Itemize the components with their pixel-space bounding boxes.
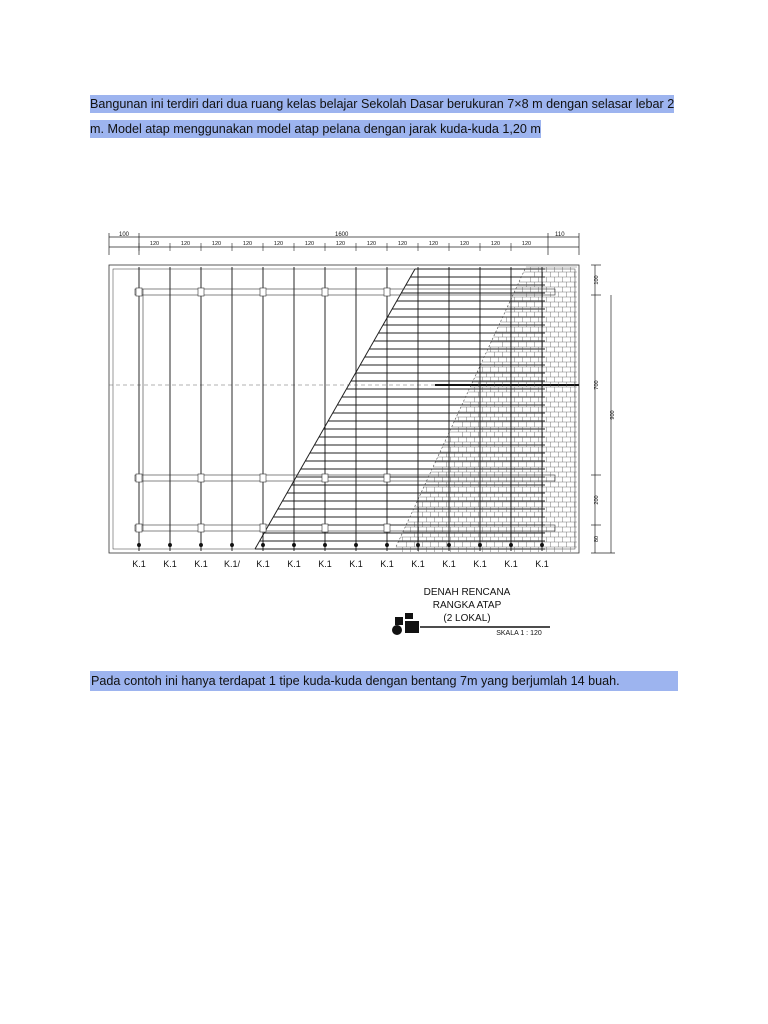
truss-label: K.1 bbox=[535, 559, 549, 569]
truss-node bbox=[510, 544, 513, 547]
column-mark bbox=[198, 474, 204, 482]
column-mark bbox=[260, 474, 266, 482]
truss-node bbox=[355, 544, 358, 547]
drawing-scale: SKALA 1 : 120 bbox=[496, 630, 542, 637]
dim-spacing-label: 120 bbox=[273, 241, 284, 247]
dim-right-label: 200 bbox=[594, 495, 600, 505]
truss-node bbox=[231, 544, 234, 547]
truss-node bbox=[479, 544, 482, 547]
dim-spacing-label: 120 bbox=[366, 241, 377, 247]
intro-paragraph bbox=[90, 92, 680, 142]
drawing-title-line2: RANGKA ATAP bbox=[432, 600, 502, 611]
truss-node bbox=[324, 544, 327, 547]
truss-label: K.1 bbox=[194, 559, 208, 569]
truss-label: K.1 bbox=[132, 559, 146, 569]
column-mark bbox=[198, 524, 204, 532]
truss-label: K.1 bbox=[411, 559, 425, 569]
dim-spacing-label: 120 bbox=[211, 241, 222, 247]
column-mark bbox=[198, 288, 204, 296]
dim-spacing-label: 120 bbox=[459, 241, 470, 247]
dim-right-label: 100 bbox=[594, 275, 600, 285]
truss-node bbox=[417, 544, 420, 547]
truss-node bbox=[541, 544, 544, 547]
truss-label: K.1 bbox=[318, 559, 332, 569]
right-dimensions bbox=[591, 265, 615, 553]
summary-paragraph: Pada contoh ini hanya terdapat 1 tipe kuda-kuda dengan bentang 7m yang berjumlah 14 buah. bbox=[90, 671, 678, 691]
truss-node bbox=[386, 544, 389, 547]
dim-spacing-label: 120 bbox=[397, 241, 408, 247]
dim-spacing-label: 120 bbox=[149, 241, 160, 247]
truss-labels bbox=[132, 559, 549, 569]
column-mark bbox=[322, 288, 328, 296]
column-mark bbox=[322, 474, 328, 482]
column-mark bbox=[136, 524, 142, 532]
dim-spacing-label: 120 bbox=[335, 241, 346, 247]
dim-top-total: 1600 bbox=[335, 232, 349, 238]
dim-top-right: 110 bbox=[555, 232, 565, 238]
column-mark bbox=[136, 474, 142, 482]
truss-node bbox=[293, 544, 296, 547]
truss-node bbox=[262, 544, 265, 547]
truss-node bbox=[169, 544, 172, 547]
dim-spacing-label: 120 bbox=[242, 241, 253, 247]
truss-label: K.1/ bbox=[223, 559, 241, 569]
dim-right-label: 700 bbox=[594, 380, 600, 390]
dim-spacing-labels bbox=[139, 241, 531, 251]
truss-label: K.1 bbox=[380, 559, 394, 569]
column-mark bbox=[384, 288, 390, 296]
truss-label: K.1 bbox=[349, 559, 363, 569]
truss-label: K.1 bbox=[442, 559, 456, 569]
dim-top-left: 100 bbox=[119, 232, 130, 238]
column-mark bbox=[136, 288, 142, 296]
roof-outline bbox=[109, 265, 579, 553]
truss-label: K.1 bbox=[256, 559, 270, 569]
column-mark bbox=[260, 524, 266, 532]
drawing-title-line3: (2 LOKAL) bbox=[443, 613, 491, 624]
column-mark bbox=[384, 524, 390, 532]
north-symbol-icon bbox=[392, 613, 419, 635]
dim-spacing-label: 120 bbox=[521, 241, 532, 247]
dim-spacing-label: 120 bbox=[490, 241, 501, 247]
truss-node bbox=[138, 544, 141, 547]
dim-spacing-label: 120 bbox=[304, 241, 315, 247]
drawing-title-line1: DENAH RENCANA bbox=[423, 587, 511, 598]
column-mark bbox=[322, 524, 328, 532]
dim-spacing-label: 120 bbox=[428, 241, 439, 247]
dim-spacing-label: 120 bbox=[180, 241, 191, 247]
purlin-edge bbox=[255, 269, 415, 549]
intro-paragraph-text: Bangunan ini terdiri dari dua ruang kelas belajar Sekolah Dasar berukuran 7×8 m dengan selasar lebar 2 m. Model atap menggunakan model atap pelana dengan jarak kuda-kuda 1,20 m bbox=[90, 97, 675, 136]
truss-node bbox=[448, 544, 451, 547]
truss-label: K.1 bbox=[163, 559, 177, 569]
truss-label: K.1 bbox=[287, 559, 301, 569]
roof-frame-plan-drawing bbox=[105, 225, 625, 645]
column-mark bbox=[260, 288, 266, 296]
dim-right-label: 900 bbox=[610, 410, 616, 420]
truss-label: K.1 bbox=[473, 559, 487, 569]
truss-label: K.1 bbox=[504, 559, 518, 569]
dim-right-label: 80 bbox=[594, 535, 600, 543]
truss-node bbox=[200, 544, 203, 547]
column-mark bbox=[384, 474, 390, 482]
